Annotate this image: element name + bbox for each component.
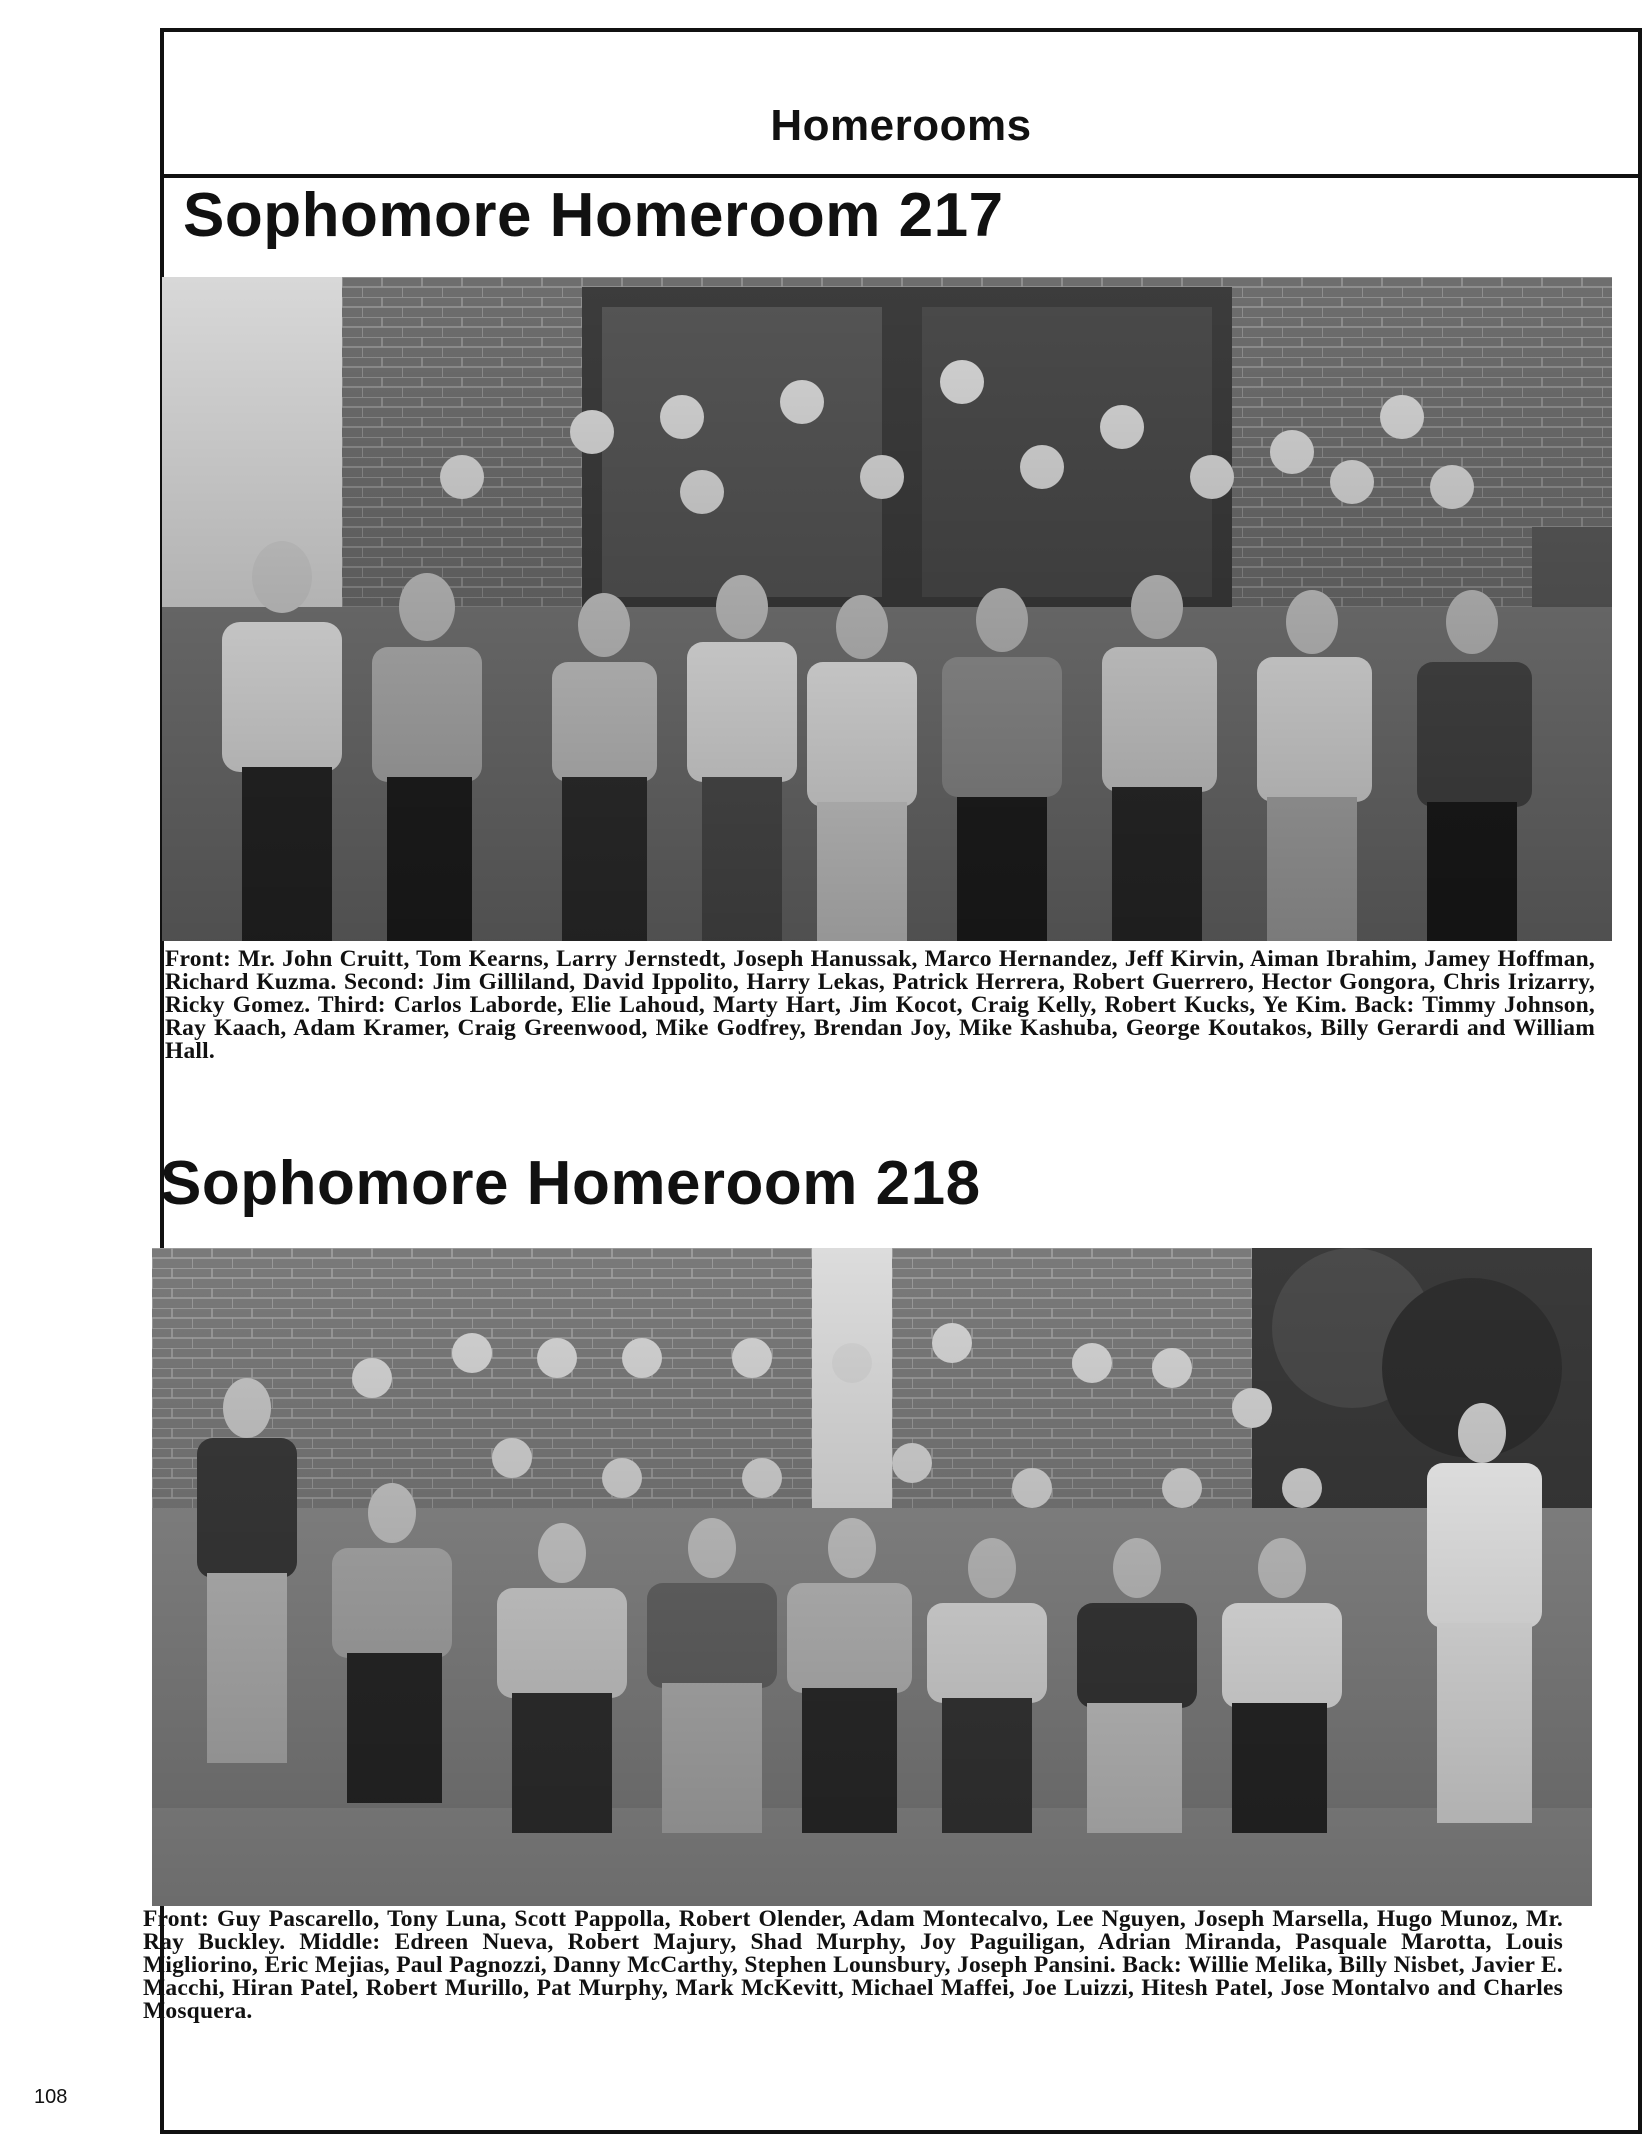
page-number: 108 [34,2086,68,2108]
homeroom-218-title: Sophomore Homeroom 218 [160,1149,981,1218]
homeroom-217-title: Sophomore Homeroom 217 [183,181,1004,250]
section-header-title: Homerooms [770,101,1032,150]
homeroom-217-caption: Front: Mr. John Cruitt, Tom Kearns, Larry Jernstedt, Joseph Hanussak, Marco Hernandez, Jeff Kirvin, Aiman Ibrahim, Jamey Hoffman, Richard Kuzma. Second: Jim Gilliland, David Ippolito, Harry Lekas, Patrick Herrera, Robert Guerrero, Hector Gongora, Chris Irizarry, Ricky Gomez. Third: Carlos Laborde, Elie Lahoud, Marty Hart, Jim Kocot, Craig Kelly, Robert Kucks, Ye Kim. Back: Timmy Johnson, Ray Kaach, Adam Kramer, Craig Greenwood, Mike Godfrey, Brendan Joy, Mike Kashuba, George Koutakos, Billy Gerardi and William Hall. [165,946,1595,1064]
homeroom-217-photo [162,277,1612,941]
homeroom-218-photo [152,1248,1592,1906]
homeroom-218-caption: Front: Guy Pascarello, Tony Luna, Scott Pappolla, Robert Olender, Adam Montecalvo, Lee Nguyen, Joseph Marsella, Hugo Munoz, Mr. Ray Buckley. Middle: Edreen Nueva, Robert Majury, Shad Murphy, Joy Paguiligan, Adrian Miranda, Pasquale Marotta, Louis Migliorino, Eric Mejias, Paul Pagnozzi, Danny McCarthy, Stephen Lounsbury, Joseph Pansini. Back: Willie Melika, Billy Nisbet, Javier E. Macchi, Hiran Patel, Robert Murillo, Pat Murphy, Mark McKevitt, Michael Maffei, Joe Luizzi, Hitesh Patel, Jose Montalvo and Charles Mosquera. [143,1906,1563,2024]
section-header [160,78,1642,178]
